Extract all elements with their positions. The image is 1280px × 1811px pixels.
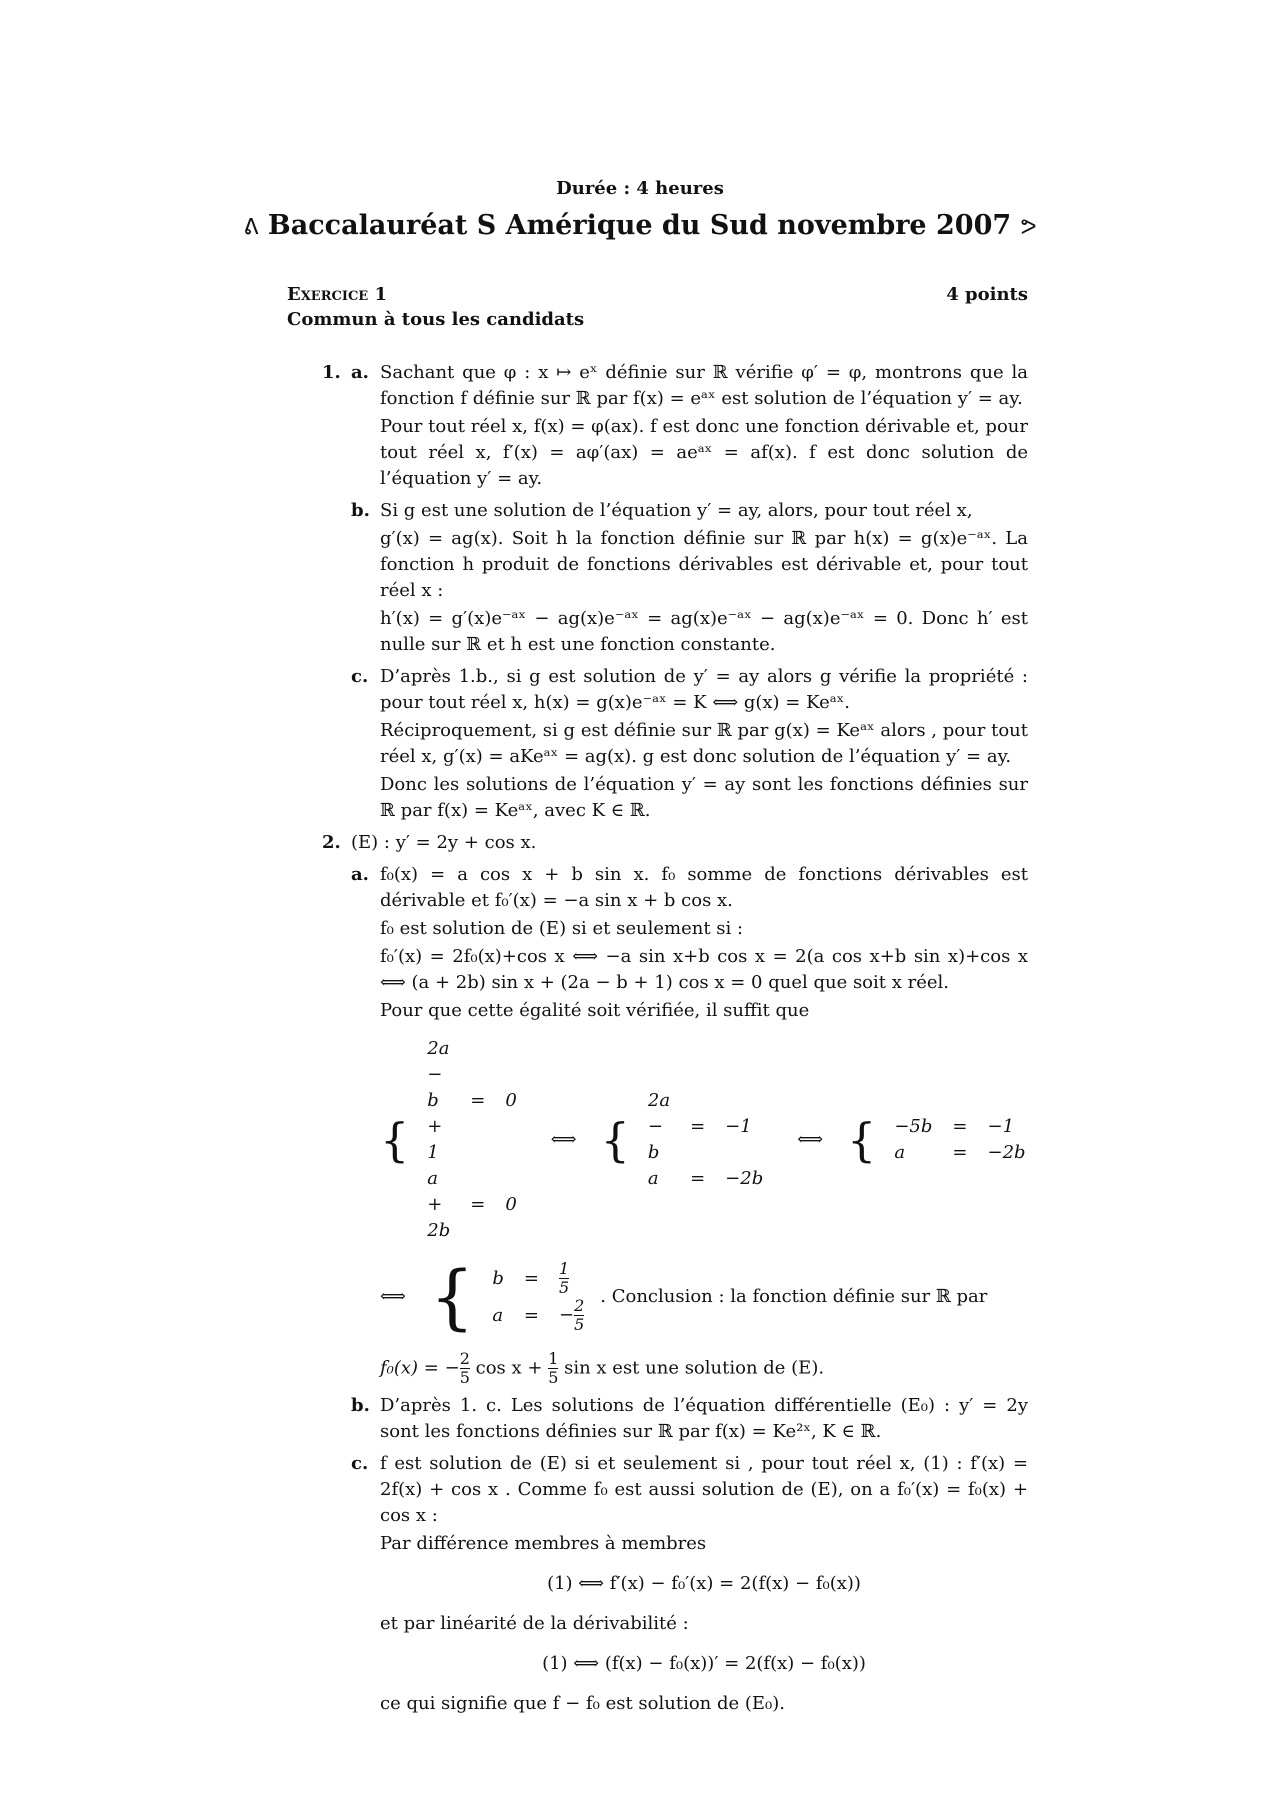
ornament-left-icon: ᕕ — [243, 215, 259, 240]
sys1-r2-rhs: 0 — [505, 1194, 517, 1215]
q2a-text3: f₀′(x) = 2f₀(x)+cos x ⟺ −a sin x+b cos x = 2(a cos x+b sin x)+cos x ⟺ (a + 2b) sin x + (2a − b + 1) cos x = 0 quel que soit x réel. — [380, 946, 1028, 993]
q2-intro-text: (E) : y′ = 2y + cos x. — [351, 832, 537, 853]
q1c-text2: Réciproquement, si g est définie sur ℝ par g(x) = Keᵃˣ alors , pour tout réel x, g′(x) = aKeᵃˣ = ag(x). g est donc solution de l’équation y′ = ay. — [380, 720, 1028, 767]
duration: Durée : 4 heures — [556, 178, 724, 199]
conclusion-text: . Conclusion : la fonction définie sur ℝ par — [600, 1286, 988, 1307]
sys4-r1-eq: = — [523, 1267, 539, 1289]
system-2-table — [638, 1088, 773, 1192]
q2c-text4: ce qui signifie que f − f₀ est solution de (E₀). — [380, 1693, 785, 1714]
f0-mid: cos x + — [475, 1357, 543, 1379]
q2a-text1: f₀(x) = a cos x + b sin x. f₀ somme de fonctions dérivables est dérivable et f₀′(x) = −a sin x + b cos x. — [380, 864, 1028, 911]
sys4-r2-lhs: a — [492, 1304, 504, 1326]
system-1-table — [417, 1036, 527, 1244]
sys3-r2-lhs: a — [894, 1142, 906, 1163]
q2c-text3: et par linéarité de la dérivabilité : — [380, 1613, 689, 1634]
q2a-text2: f₀ est solution de (E) si et seulement si : — [380, 918, 744, 939]
page-title — [0, 210, 1280, 241]
denominator: 5 — [459, 1368, 470, 1387]
sys2-r2-lhs: a — [647, 1168, 659, 1189]
sys1-r1-lhs: 2a − b + 1 — [427, 1038, 450, 1163]
sys3-r2-eq: = — [952, 1142, 968, 1163]
f0-lhs: f₀(x) = − — [380, 1357, 460, 1379]
q1c-label: c. — [351, 666, 369, 687]
sys4-r2-eq: = — [523, 1304, 539, 1326]
equiv-symbol: ⟺ — [550, 1129, 577, 1150]
numerator: 1 — [548, 1349, 559, 1368]
fraction — [548, 1350, 558, 1387]
sys3-r1-rhs: −1 — [987, 1116, 1015, 1137]
sys2-r2-eq: = — [690, 1168, 706, 1189]
system-4-table — [482, 1260, 594, 1334]
fraction — [460, 1350, 470, 1387]
system-1 — [380, 1036, 527, 1244]
sys1-r2-lhs: a + 2b — [427, 1168, 451, 1241]
denominator: 5 — [558, 1278, 570, 1297]
fraction — [574, 1297, 584, 1334]
denominator: 5 — [548, 1368, 559, 1387]
q1c-text1: D’après 1.b., si g est solution de y′ = ay alors g vérifie la propriété : pour tout réel x, h(x) = g(x)e⁻ᵃˣ = K ⟺ g(x) = Keᵃˣ. — [380, 666, 1028, 713]
q2c-label: c. — [351, 1453, 369, 1474]
sys2-r1-lhs: 2a − b — [647, 1090, 671, 1163]
q2a-label: a. — [351, 864, 369, 885]
q1a-text2: Pour tout réel x, f(x) = φ(ax). f est donc une fonction dérivable et, pour tout réel x, f′(x) = aφ′(ax) = aeᵃˣ = af(x). f est donc solution de l’équation y′ = ay. — [380, 416, 1028, 489]
equation-1: (1) ⟺ f′(x) − f₀′(x) = 2(f(x) − f₀(x)) — [547, 1573, 861, 1594]
q1a-text1: Sachant que φ : x ↦ eˣ définie sur ℝ vérifie φ′ = φ, montrons que la fonction f définie sur ℝ par f(x) = eᵃˣ est solution de l’équation y′ = ay. — [380, 362, 1028, 409]
sys2-r1-eq: = — [690, 1116, 706, 1137]
f0-solution — [380, 1350, 1028, 1387]
q1b-text1: Si g est une solution de l’équation y′ = ay, alors, pour tout réel x, — [380, 500, 973, 521]
system-row-1 — [380, 1036, 1028, 1244]
system-4 — [429, 1256, 594, 1338]
q2-number: 2. — [322, 832, 341, 853]
exercise-name: Exercice 1 — [287, 284, 387, 305]
minus-sign: − — [558, 1304, 575, 1326]
exercise-content — [287, 360, 1028, 1723]
q1c-text3: Donc les solutions de l’équation y′ = ay sont les fonctions définies sur ℝ par f(x) = Keᵃˣ, avec K ∈ ℝ. — [380, 774, 1028, 821]
q2c-text1: f est solution de (E) si et seulement si , pour tout réel x, (1) : f′(x) = 2f(x) + cos x . Comme f₀ est aussi solution de (E), on a f₀′(x) = f₀(x) + cos x : — [380, 1453, 1028, 1526]
equiv-symbol: ⟺ — [380, 1286, 406, 1307]
denominator: 5 — [574, 1315, 585, 1334]
exercise-points: 4 points — [946, 284, 1028, 305]
q1b — [287, 498, 1028, 658]
sys4-r1-lhs: b — [492, 1267, 504, 1289]
q2c — [287, 1451, 1028, 1717]
title-text: Baccalauréat S Amérique du Sud novembre 2007 — [267, 210, 1012, 241]
system-3-table — [884, 1114, 1035, 1166]
numerator: 2 — [459, 1349, 470, 1368]
q2b-label: b. — [351, 1395, 370, 1416]
equiv-symbol: ⟺ — [797, 1129, 824, 1150]
q1b-text3: h′(x) = g′(x)e⁻ᵃˣ − ag(x)e⁻ᵃˣ = ag(x)e⁻ᵃˣ − ag(x)e⁻ᵃˣ = 0. Donc h′ est nulle sur ℝ et h est une fonction constante. — [380, 608, 1028, 655]
sys1-r1-rhs: 0 — [505, 1090, 517, 1111]
system-row-2 — [380, 1256, 1028, 1338]
f0-end: sin x est une solution de (E). — [564, 1357, 825, 1379]
system-2 — [601, 1088, 774, 1192]
brace-icon: { — [429, 1256, 475, 1338]
q2a — [287, 862, 1028, 1387]
q2c-text2: Par différence membres à membres — [380, 1533, 707, 1554]
q2-intro — [287, 830, 1028, 856]
sys2-r2-rhs: −2b — [725, 1168, 764, 1189]
q2a-text4: Pour que cette égalité soit vérifiée, il suffit que — [380, 1000, 810, 1021]
exercise-header — [287, 284, 1028, 330]
q1a-label: a. — [351, 362, 369, 383]
sys4-r1-rhs — [549, 1260, 594, 1297]
ornament-right-icon: ᕗ — [1020, 215, 1037, 240]
q1b-label: b. — [351, 500, 370, 521]
q1c — [287, 664, 1028, 824]
system-3 — [847, 1114, 1036, 1166]
q2b-text1: D’après 1. c. Les solutions de l’équation différentielle (E₀) : y′ = 2y sont les fonctions définies sur ℝ par f(x) = Ke²ˣ, K ∈ ℝ. — [380, 1395, 1028, 1442]
numerator: 2 — [574, 1296, 585, 1315]
sys4-r2-rhs — [549, 1297, 594, 1334]
sys3-r1-lhs: −5b — [894, 1116, 933, 1137]
fraction — [559, 1260, 569, 1297]
q2b — [287, 1393, 1028, 1445]
equation-2: (1) ⟺ (f(x) − f₀(x))′ = 2(f(x) − f₀(x)) — [542, 1653, 866, 1674]
sys3-r1-eq: = — [952, 1116, 968, 1137]
sys3-r2-rhs: −2b — [987, 1142, 1026, 1163]
sys1-r2-eq: = — [470, 1194, 486, 1215]
q1a — [287, 360, 1028, 492]
sys2-r1-rhs: −1 — [725, 1116, 752, 1137]
brace-icon: { — [847, 1113, 877, 1167]
sys1-r1-eq: = — [470, 1090, 486, 1111]
q1-number: 1. — [322, 362, 341, 383]
brace-icon: { — [600, 1113, 630, 1167]
exercise-subtitle: Commun à tous les candidats — [287, 309, 585, 330]
numerator: 1 — [558, 1259, 570, 1278]
brace-icon: { — [380, 1113, 410, 1167]
q1b-text2: g′(x) = ag(x). Soit h la fonction définie sur ℝ par h(x) = g(x)e⁻ᵃˣ. La fonction h produit de fonctions dérivables est dérivable et, pour tout réel x : — [380, 528, 1028, 601]
